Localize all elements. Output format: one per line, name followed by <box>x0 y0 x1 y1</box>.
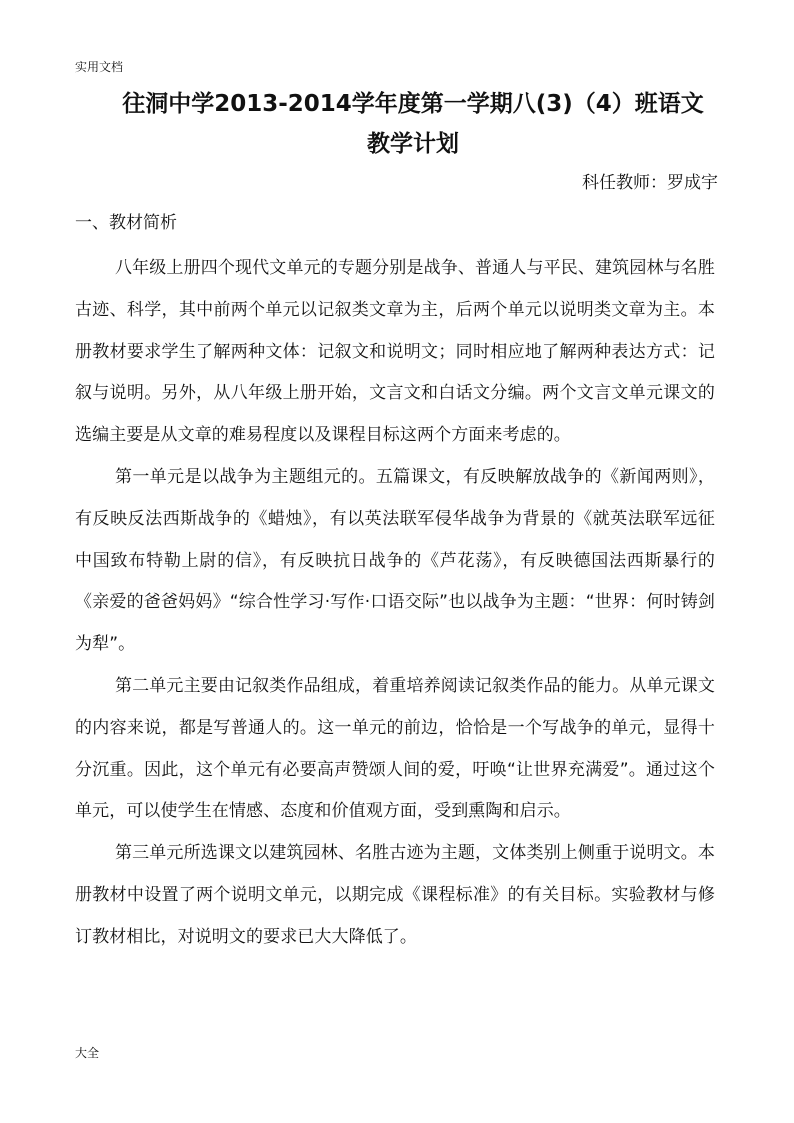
body-text <box>75 248 715 959</box>
title-line-2: 教学计划 <box>367 131 459 157</box>
document-title <box>95 84 731 164</box>
page-header-label: 实用文档 <box>75 60 124 74</box>
section-heading: 一、教材简析 <box>75 213 177 233</box>
paragraph-3: 第二单元主要由记叙类作品组成，着重培养阅读记叙类作品的能力。从单元课文的内容来说，都是写普通人的。这一单元的前边，恰恰是一个写战争的单元，显得十分沉重。因此，这个单元有必要高声赞颂人间的爱，吁唤“让世界充满爱”。通过这个单元，可以使学生在情感、态度和价值观方面，受到熏陶和启示。 <box>75 675 715 822</box>
title-line-1: 往洞中学2013-2014学年度第一学期八(3)（4）班语文 <box>122 91 704 117</box>
paragraph-2: 第一单元是以战争为主题组元的。五篇课文，有反映解放战争的《新闻两则》，有反映反法西斯战争的《蜡烛》，有以英法联军侵华战争为背景的《就英法联军远征中国致布特勒上尉的信》，有反映抗日战争的《芦花荡》，有反映德国法西斯暴行的《亲爱的爸爸妈妈》“综合性学习·写作·口语交际”也以战争为主题：“世界：何时铸剑为犁”。 <box>75 466 715 655</box>
paragraph-1: 八年级上册四个现代文单元的专题分别是战争、普通人与平民、建筑园林与名胜古迹、科学，其中前两个单元以记叙类文章为主，后两个单元以说明类文章为主。本册教材要求学生了解两种文体：记叙文和说明文；同时相应地了解两种表达方式：记叙与说明。另外，从八年级上册开始，文言文和白话文分编。两个文言文单元课文的选编主要是从文章的难易程度以及课程目标这两个方面来考虑的。 <box>75 258 715 446</box>
author-line: 科任教师：罗成宇 <box>582 173 718 193</box>
paragraph-4: 第三单元所选课文以建筑园林、名胜古迹为主题，文体类别上侧重于说明文。本册教材中设置了两个说明文单元，以期完成《课程标准》的有关目标。实验教材与修订教材相比，对说明文的要求已大大降低了。 <box>75 843 715 947</box>
page-footer-label: 大全 <box>75 1046 100 1060</box>
